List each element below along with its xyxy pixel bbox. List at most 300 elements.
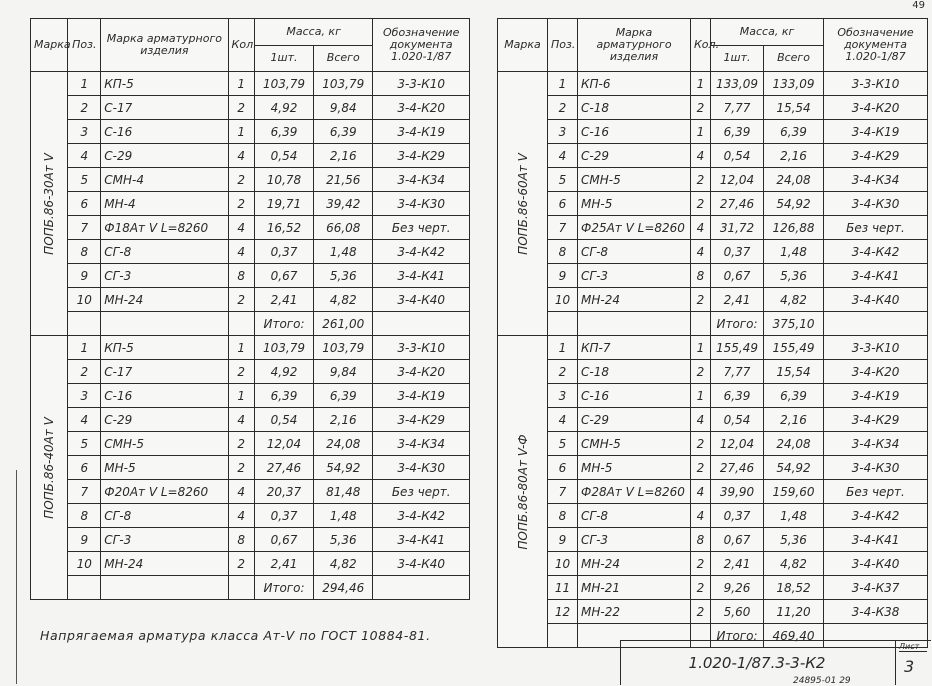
pos-cell: 9 xyxy=(548,264,578,288)
mass-unit-cell: 5,60 xyxy=(711,600,764,624)
mass-total-cell: 4,82 xyxy=(764,552,824,576)
item-cell: С-29 xyxy=(101,144,228,168)
pos-cell: 1 xyxy=(548,72,578,96)
mass-total-cell: 2,16 xyxy=(314,144,373,168)
doc-cell: 3-4-К41 xyxy=(373,528,470,552)
table-row xyxy=(31,240,470,264)
mass-total-cell: 11,20 xyxy=(764,600,824,624)
doc-cell: 3-3-К10 xyxy=(824,72,928,96)
empty-cell xyxy=(101,576,228,600)
header-mark: Марка xyxy=(31,19,68,72)
table-row xyxy=(498,480,928,504)
mass-total-cell: 15,54 xyxy=(764,360,824,384)
mass-total-cell: 155,49 xyxy=(764,336,824,360)
mass-unit-cell: 0,67 xyxy=(254,264,313,288)
doc-cell: 3-4-К19 xyxy=(824,384,928,408)
mass-total-cell: 1,48 xyxy=(764,240,824,264)
doc-cell: 3-4-К20 xyxy=(373,360,470,384)
doc-cell: 3-4-К38 xyxy=(824,600,928,624)
empty-cell xyxy=(578,312,691,336)
sheet-number: 3 xyxy=(904,657,915,676)
item-cell: СМН-4 xyxy=(101,168,228,192)
header-item: Марка арматурного изделия xyxy=(578,19,691,72)
qty-cell: 2 xyxy=(691,288,711,312)
qty-cell: 2 xyxy=(691,600,711,624)
doc-cell: 3-4-К34 xyxy=(824,432,928,456)
header-mass-total: Всего xyxy=(764,45,824,72)
group-mark: ПОПБ.86-80Ат V-Ф xyxy=(515,433,530,550)
qty-cell: 2 xyxy=(691,168,711,192)
total-label: Итого: xyxy=(254,312,313,336)
mass-unit-cell: 2,41 xyxy=(711,288,764,312)
table-row xyxy=(498,552,928,576)
table-row xyxy=(31,216,470,240)
qty-cell: 2 xyxy=(228,456,254,480)
table-row xyxy=(498,336,928,360)
mass-total-cell: 1,48 xyxy=(314,240,373,264)
pos-cell: 3 xyxy=(68,384,101,408)
doc-cell: 3-4-К40 xyxy=(824,288,928,312)
doc-cell: 3-3-К10 xyxy=(824,336,928,360)
table-row xyxy=(498,192,928,216)
table-row xyxy=(31,504,470,528)
sheet-label: Лист xyxy=(899,642,927,652)
total-label: Итого: xyxy=(254,576,313,600)
mass-unit-cell: 16,52 xyxy=(254,216,313,240)
doc-cell: 3-4-К34 xyxy=(373,432,470,456)
doc-cell: Без черт. xyxy=(373,216,470,240)
mass-unit-cell: 4,92 xyxy=(254,96,313,120)
doc-cell: Без черт. xyxy=(824,480,928,504)
header-pos: Поз. xyxy=(548,19,578,72)
item-cell: С-29 xyxy=(101,408,228,432)
doc-cell: 3-4-К30 xyxy=(824,192,928,216)
item-cell: МН-24 xyxy=(578,552,691,576)
item-cell: Ф28Ат V L=8260 xyxy=(578,480,691,504)
mass-total-cell: 4,82 xyxy=(314,552,373,576)
mass-total-cell: 103,79 xyxy=(314,336,373,360)
empty-cell xyxy=(68,312,101,336)
item-cell: С-16 xyxy=(101,120,228,144)
mass-total-cell: 159,60 xyxy=(764,480,824,504)
mass-unit-cell: 7,77 xyxy=(711,360,764,384)
table-row xyxy=(498,360,928,384)
mass-unit-cell: 0,54 xyxy=(711,408,764,432)
mass-unit-cell: 2,41 xyxy=(254,288,313,312)
group-mark-cell xyxy=(498,336,548,648)
header-mass: Масса, кг xyxy=(711,19,824,46)
item-cell: СМН-5 xyxy=(578,168,691,192)
mass-total-cell: 81,48 xyxy=(314,480,373,504)
doc-cell: 3-4-К42 xyxy=(824,504,928,528)
item-cell: СГ-8 xyxy=(578,504,691,528)
mass-total-cell: 126,88 xyxy=(764,216,824,240)
qty-cell: 2 xyxy=(228,96,254,120)
mass-unit-cell: 0,54 xyxy=(254,408,313,432)
mass-total-cell: 24,08 xyxy=(314,432,373,456)
mass-unit-cell: 27,46 xyxy=(254,456,313,480)
item-cell: С-29 xyxy=(578,144,691,168)
mass-total-cell: 133,09 xyxy=(764,72,824,96)
mass-unit-cell: 12,04 xyxy=(711,432,764,456)
mass-unit-cell: 0,54 xyxy=(254,144,313,168)
mass-unit-cell: 10,78 xyxy=(254,168,313,192)
item-cell: СГ-3 xyxy=(578,528,691,552)
header-pos: Поз. xyxy=(68,19,101,72)
qty-cell: 1 xyxy=(228,336,254,360)
empty-cell xyxy=(691,312,711,336)
mass-unit-cell: 9,26 xyxy=(711,576,764,600)
table-row xyxy=(31,360,470,384)
item-cell: КП-5 xyxy=(101,336,228,360)
total-row xyxy=(498,312,928,336)
header-mass-total: Всего xyxy=(314,45,373,72)
table-row xyxy=(498,600,928,624)
mass-total-cell: 15,54 xyxy=(764,96,824,120)
mass-unit-cell: 0,67 xyxy=(711,528,764,552)
mass-total-cell: 39,42 xyxy=(314,192,373,216)
qty-cell: 4 xyxy=(691,480,711,504)
item-cell: СГ-3 xyxy=(578,264,691,288)
mass-unit-cell: 6,39 xyxy=(254,384,313,408)
mass-unit-cell: 27,46 xyxy=(711,456,764,480)
pos-cell: 2 xyxy=(68,96,101,120)
table-row xyxy=(498,264,928,288)
qty-cell: 4 xyxy=(228,480,254,504)
mass-unit-cell: 0,37 xyxy=(254,504,313,528)
mass-total-cell: 103,79 xyxy=(314,72,373,96)
pos-cell: 10 xyxy=(68,552,101,576)
table-row xyxy=(498,384,928,408)
pos-cell: 5 xyxy=(68,168,101,192)
empty-cell xyxy=(228,576,254,600)
qty-cell: 4 xyxy=(691,144,711,168)
item-cell: МН-4 xyxy=(101,192,228,216)
doc-cell: 3-4-К29 xyxy=(373,144,470,168)
table-row xyxy=(31,336,470,360)
item-cell: СГ-3 xyxy=(101,264,228,288)
pos-cell: 7 xyxy=(548,216,578,240)
mass-total-cell: 24,08 xyxy=(764,432,824,456)
mass-total-cell: 54,92 xyxy=(764,192,824,216)
qty-cell: 2 xyxy=(228,360,254,384)
pos-cell: 2 xyxy=(548,96,578,120)
group-mark-cell xyxy=(498,72,548,336)
header-qty: Кол. xyxy=(228,19,254,72)
qty-cell: 4 xyxy=(691,408,711,432)
qty-cell: 2 xyxy=(691,552,711,576)
doc-cell: 3-4-К19 xyxy=(373,384,470,408)
reinforcement-note: Напрягаемая арматура класса Ат-V по ГОСТ 10884-81. xyxy=(40,628,431,643)
mass-total-cell: 6,39 xyxy=(314,120,373,144)
doc-cell: 3-4-К41 xyxy=(373,264,470,288)
pos-cell: 1 xyxy=(68,72,101,96)
table-row xyxy=(31,264,470,288)
item-cell: СГ-8 xyxy=(101,240,228,264)
pos-cell: 4 xyxy=(68,408,101,432)
mass-total-cell: 6,39 xyxy=(314,384,373,408)
item-cell: С-16 xyxy=(101,384,228,408)
qty-cell: 8 xyxy=(228,264,254,288)
doc-cell: 3-4-К19 xyxy=(824,120,928,144)
qty-cell: 2 xyxy=(691,576,711,600)
mass-total-cell: 2,16 xyxy=(764,408,824,432)
header-qty: Кол. xyxy=(691,19,711,72)
pos-cell: 4 xyxy=(68,144,101,168)
doc-cell: 3-4-К34 xyxy=(824,168,928,192)
qty-cell: 1 xyxy=(691,384,711,408)
mass-total-cell: 4,82 xyxy=(764,288,824,312)
pos-cell: 3 xyxy=(548,384,578,408)
qty-cell: 4 xyxy=(691,216,711,240)
group-mark-cell xyxy=(31,336,68,600)
qty-cell: 1 xyxy=(228,72,254,96)
mass-unit-cell: 39,90 xyxy=(711,480,764,504)
mass-unit-cell: 12,04 xyxy=(711,168,764,192)
item-cell: СГ-8 xyxy=(101,504,228,528)
mass-unit-cell: 0,54 xyxy=(711,144,764,168)
binding-strip xyxy=(0,470,17,684)
table-row xyxy=(31,288,470,312)
qty-cell: 1 xyxy=(691,72,711,96)
mass-total-cell: 2,16 xyxy=(764,144,824,168)
qty-cell: 8 xyxy=(228,528,254,552)
mass-total-cell: 6,39 xyxy=(764,384,824,408)
qty-cell: 2 xyxy=(228,432,254,456)
mass-unit-cell: 2,41 xyxy=(711,552,764,576)
mass-unit-cell: 0,37 xyxy=(711,240,764,264)
doc-cell: 3-4-К20 xyxy=(373,96,470,120)
qty-cell: 4 xyxy=(228,240,254,264)
mass-unit-cell: 7,77 xyxy=(711,96,764,120)
item-cell: Ф20Ат V L=8260 xyxy=(101,480,228,504)
mass-total-cell: 1,48 xyxy=(314,504,373,528)
mass-total-cell: 18,52 xyxy=(764,576,824,600)
document-code: 1.020-1/87.3-3-К2 xyxy=(688,654,826,672)
doc-cell: 3-4-К30 xyxy=(373,456,470,480)
table-row xyxy=(498,528,928,552)
pos-cell: 1 xyxy=(68,336,101,360)
item-cell: С-16 xyxy=(578,384,691,408)
item-cell: СГ-3 xyxy=(101,528,228,552)
mass-unit-cell: 2,41 xyxy=(254,552,313,576)
qty-cell: 1 xyxy=(228,120,254,144)
pos-cell: 7 xyxy=(68,480,101,504)
mass-total-cell: 9,84 xyxy=(314,96,373,120)
pos-cell: 4 xyxy=(548,408,578,432)
pos-cell: 12 xyxy=(548,600,578,624)
mass-unit-cell: 155,49 xyxy=(711,336,764,360)
mass-unit-cell: 4,92 xyxy=(254,360,313,384)
qty-cell: 2 xyxy=(691,360,711,384)
doc-cell: 3-4-К19 xyxy=(373,120,470,144)
left-spec-table xyxy=(30,18,470,600)
mass-unit-cell: 6,39 xyxy=(254,120,313,144)
mass-unit-cell: 20,37 xyxy=(254,480,313,504)
table-row xyxy=(31,384,470,408)
pos-cell: 5 xyxy=(548,432,578,456)
header-doc: Обозначение документа 1.020-1/87 xyxy=(824,19,928,72)
empty-cell xyxy=(101,312,228,336)
empty-cell xyxy=(228,312,254,336)
right-spec-table xyxy=(497,18,928,648)
qty-cell: 2 xyxy=(228,192,254,216)
table-row xyxy=(498,144,928,168)
table-row xyxy=(31,552,470,576)
header-mass-unit: 1шт. xyxy=(254,45,313,72)
table-row xyxy=(498,408,928,432)
header-item: Марка арматурного изделия xyxy=(101,19,228,72)
total-row xyxy=(31,312,470,336)
doc-cell: Без черт. xyxy=(824,216,928,240)
mass-unit-cell: 31,72 xyxy=(711,216,764,240)
pos-cell: 8 xyxy=(548,504,578,528)
table-row xyxy=(498,576,928,600)
table-row xyxy=(31,480,470,504)
item-cell: С-18 xyxy=(578,96,691,120)
item-cell: МН-21 xyxy=(578,576,691,600)
item-cell: Ф25Ат V L=8260 xyxy=(578,216,691,240)
pos-cell: 1 xyxy=(548,336,578,360)
mass-unit-cell: 0,37 xyxy=(711,504,764,528)
pos-cell: 2 xyxy=(548,360,578,384)
mass-total-cell: 5,36 xyxy=(764,264,824,288)
pos-cell: 4 xyxy=(548,144,578,168)
table-row xyxy=(498,432,928,456)
pos-cell: 6 xyxy=(68,456,101,480)
item-cell: С-17 xyxy=(101,96,228,120)
doc-cell: 3-4-К37 xyxy=(824,576,928,600)
doc-cell: 3-4-К40 xyxy=(373,552,470,576)
item-cell: КП-5 xyxy=(101,72,228,96)
qty-cell: 2 xyxy=(691,192,711,216)
mass-total-cell: 5,36 xyxy=(764,528,824,552)
empty-cell xyxy=(548,624,578,648)
qty-cell: 4 xyxy=(228,216,254,240)
doc-cell: Без черт. xyxy=(373,480,470,504)
header-doc: Обозначение документа 1.020-1/87 xyxy=(373,19,470,72)
header-mark: Марка xyxy=(498,19,548,72)
item-cell: КП-7 xyxy=(578,336,691,360)
empty-cell xyxy=(68,576,101,600)
doc-cell: 3-4-К30 xyxy=(373,192,470,216)
table-row xyxy=(31,192,470,216)
table-row xyxy=(498,288,928,312)
pos-cell: 8 xyxy=(548,240,578,264)
table-row xyxy=(31,408,470,432)
corner-page-number: 49 xyxy=(912,0,925,11)
doc-cell: 3-4-К30 xyxy=(824,456,928,480)
pos-cell: 2 xyxy=(68,360,101,384)
pos-cell: 9 xyxy=(548,528,578,552)
item-cell: С-29 xyxy=(578,408,691,432)
doc-cell: 3-4-К40 xyxy=(373,288,470,312)
qty-cell: 1 xyxy=(228,384,254,408)
mass-unit-cell: 0,67 xyxy=(711,264,764,288)
item-cell: МН-24 xyxy=(101,288,228,312)
table-row xyxy=(498,216,928,240)
qty-cell: 2 xyxy=(691,432,711,456)
item-cell: МН-5 xyxy=(578,192,691,216)
pos-cell: 3 xyxy=(68,120,101,144)
table-row xyxy=(498,96,928,120)
pos-cell: 3 xyxy=(548,120,578,144)
group-mark: ПОПБ.86-40Ат V xyxy=(42,416,57,519)
empty-cell xyxy=(373,576,470,600)
mass-total-cell: 4,82 xyxy=(314,288,373,312)
doc-cell: 3-3-К10 xyxy=(373,336,470,360)
doc-cell: 3-3-К10 xyxy=(373,72,470,96)
mass-unit-cell: 6,39 xyxy=(711,120,764,144)
title-block xyxy=(620,640,931,685)
empty-cell xyxy=(548,312,578,336)
pos-cell: 6 xyxy=(68,192,101,216)
item-cell: С-17 xyxy=(101,360,228,384)
pos-cell: 10 xyxy=(548,552,578,576)
mass-total-cell: 2,16 xyxy=(314,408,373,432)
table-row xyxy=(498,456,928,480)
doc-cell: 3-4-К41 xyxy=(824,528,928,552)
table-row xyxy=(31,456,470,480)
pos-cell: 8 xyxy=(68,240,101,264)
mass-total-cell: 24,08 xyxy=(764,168,824,192)
item-cell: МН-22 xyxy=(578,600,691,624)
qty-cell: 4 xyxy=(691,240,711,264)
mass-unit-cell: 103,79 xyxy=(254,72,313,96)
mass-unit-cell: 0,67 xyxy=(254,528,313,552)
doc-cell: 3-4-К29 xyxy=(373,408,470,432)
item-cell: КП-6 xyxy=(578,72,691,96)
pos-cell: 5 xyxy=(68,432,101,456)
mass-unit-cell: 19,71 xyxy=(254,192,313,216)
table-row xyxy=(31,96,470,120)
group-mark: ПОПБ.86-60Ат V xyxy=(515,152,530,255)
mass-total-cell: 21,56 xyxy=(314,168,373,192)
total-label: Итого: xyxy=(711,312,764,336)
table-row xyxy=(31,144,470,168)
total-value: 469,40 xyxy=(764,624,824,648)
mass-unit-cell: 12,04 xyxy=(254,432,313,456)
qty-cell: 4 xyxy=(228,504,254,528)
qty-cell: 8 xyxy=(691,528,711,552)
group-mark-cell xyxy=(31,72,68,336)
qty-cell: 2 xyxy=(691,456,711,480)
doc-cell: 3-4-К42 xyxy=(373,240,470,264)
table-row xyxy=(498,240,928,264)
total-row xyxy=(31,576,470,600)
doc-cell: 3-4-К29 xyxy=(824,408,928,432)
doc-cell: 3-4-К41 xyxy=(824,264,928,288)
archive-code: 24895-01 29 xyxy=(793,676,851,686)
header-mass-unit: 1шт. xyxy=(711,45,764,72)
table-row xyxy=(31,120,470,144)
mass-unit-cell: 0,37 xyxy=(254,240,313,264)
total-label: Итого: xyxy=(711,624,764,648)
pos-cell: 10 xyxy=(548,288,578,312)
total-value: 375,10 xyxy=(764,312,824,336)
qty-cell: 4 xyxy=(691,504,711,528)
doc-cell: 3-4-К20 xyxy=(824,96,928,120)
mass-unit-cell: 133,09 xyxy=(711,72,764,96)
pos-cell: 5 xyxy=(548,168,578,192)
qty-cell: 4 xyxy=(228,144,254,168)
item-cell: МН-5 xyxy=(101,456,228,480)
table-row xyxy=(498,72,928,96)
doc-cell: 3-4-К29 xyxy=(824,144,928,168)
qty-cell: 2 xyxy=(228,168,254,192)
item-cell: Ф18Ат V L=8260 xyxy=(101,216,228,240)
sheet-cell xyxy=(895,641,932,685)
